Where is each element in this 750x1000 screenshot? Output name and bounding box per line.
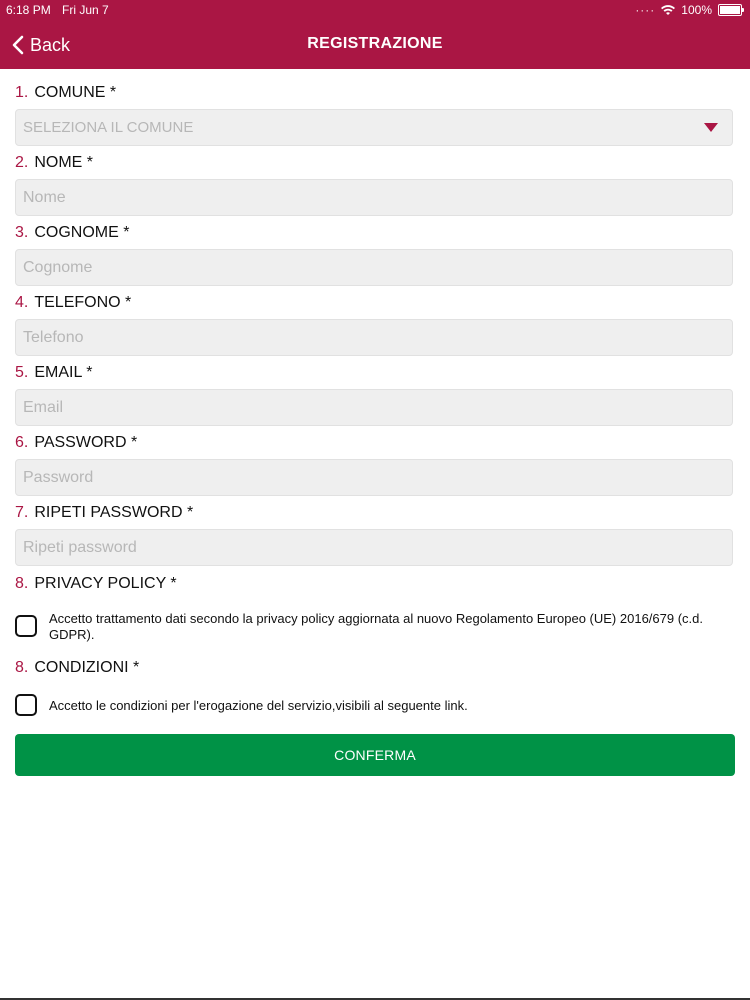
field-number: 4. (15, 294, 29, 311)
field-number: 3. (15, 224, 29, 241)
status-bar (0, 0, 750, 20)
field-number: 7. (15, 504, 29, 521)
app-header (0, 0, 750, 69)
confirm-button[interactable]: CONFERMA (15, 734, 735, 776)
signal-dots-icon: ···· (635, 3, 656, 17)
comune-label (15, 84, 116, 102)
status-indicators (635, 3, 742, 17)
telefono-input[interactable] (15, 319, 733, 356)
field-number: 8. (15, 575, 29, 592)
field-label-text: CONDIZIONI * (34, 659, 140, 676)
privacy-label (15, 575, 177, 593)
field-label-text: COMUNE * (34, 84, 117, 101)
field-label-text: PASSWORD * (34, 434, 138, 451)
privacy-checkbox[interactable] (15, 615, 37, 637)
nome-placeholder: Nome (23, 188, 66, 206)
comune-select[interactable] (15, 109, 733, 146)
conditions-consent-text: Accetto le condizioni per l'erogazione del servizio,visibili al seguente link. (49, 698, 468, 713)
field-label-text: RIPETI PASSWORD * (34, 504, 194, 521)
email-label (15, 364, 92, 382)
field-number: 6. (15, 434, 29, 451)
field-label-text: TELEFONO * (34, 294, 132, 311)
conditions-label (15, 659, 139, 677)
field-label-text: PRIVACY POLICY * (34, 575, 177, 592)
field-number: 2. (15, 154, 29, 171)
dropdown-arrow-icon (704, 123, 718, 132)
comune-select-value: SELEZIONA IL COMUNE (23, 119, 194, 136)
password-placeholder: Password (23, 468, 94, 486)
field-label-text: EMAIL * (34, 364, 93, 381)
privacy-consent-text: Accetto trattamento dati secondo la privacy policy aggiornata al nuovo Regolamento Europeo (UE) 2016/679 (c.d. GDPR). (49, 611, 703, 642)
field-number: 8. (15, 659, 29, 676)
battery-icon (718, 4, 742, 16)
conditions-checkbox[interactable] (15, 694, 37, 716)
email-input[interactable] (15, 389, 733, 426)
password-input[interactable] (15, 459, 733, 496)
status-time: 6:18 PM (6, 3, 51, 17)
repeat-password-input[interactable] (15, 529, 733, 566)
field-number: 1. (15, 84, 29, 101)
telefono-label (15, 294, 131, 312)
field-label-text: COGNOME * (34, 224, 130, 241)
cognome-label (15, 224, 129, 242)
battery-percent: 100% (681, 3, 712, 17)
field-number: 5. (15, 364, 29, 381)
repeat-password-label (15, 504, 193, 522)
telefono-placeholder: Telefono (23, 328, 84, 346)
nome-label (15, 154, 93, 172)
status-date: Fri Jun 7 (62, 3, 109, 17)
password-label (15, 434, 137, 452)
cognome-input[interactable] (15, 249, 733, 286)
page-title: REGISTRAZIONE (307, 35, 443, 52)
nome-input[interactable] (15, 179, 733, 216)
email-placeholder: Email (23, 398, 64, 416)
cognome-placeholder: Cognome (23, 258, 93, 276)
wifi-icon (661, 5, 675, 16)
repeat-password-placeholder: Ripeti password (23, 538, 137, 556)
field-label-text: NOME * (34, 154, 94, 171)
back-label: Back (30, 34, 71, 55)
